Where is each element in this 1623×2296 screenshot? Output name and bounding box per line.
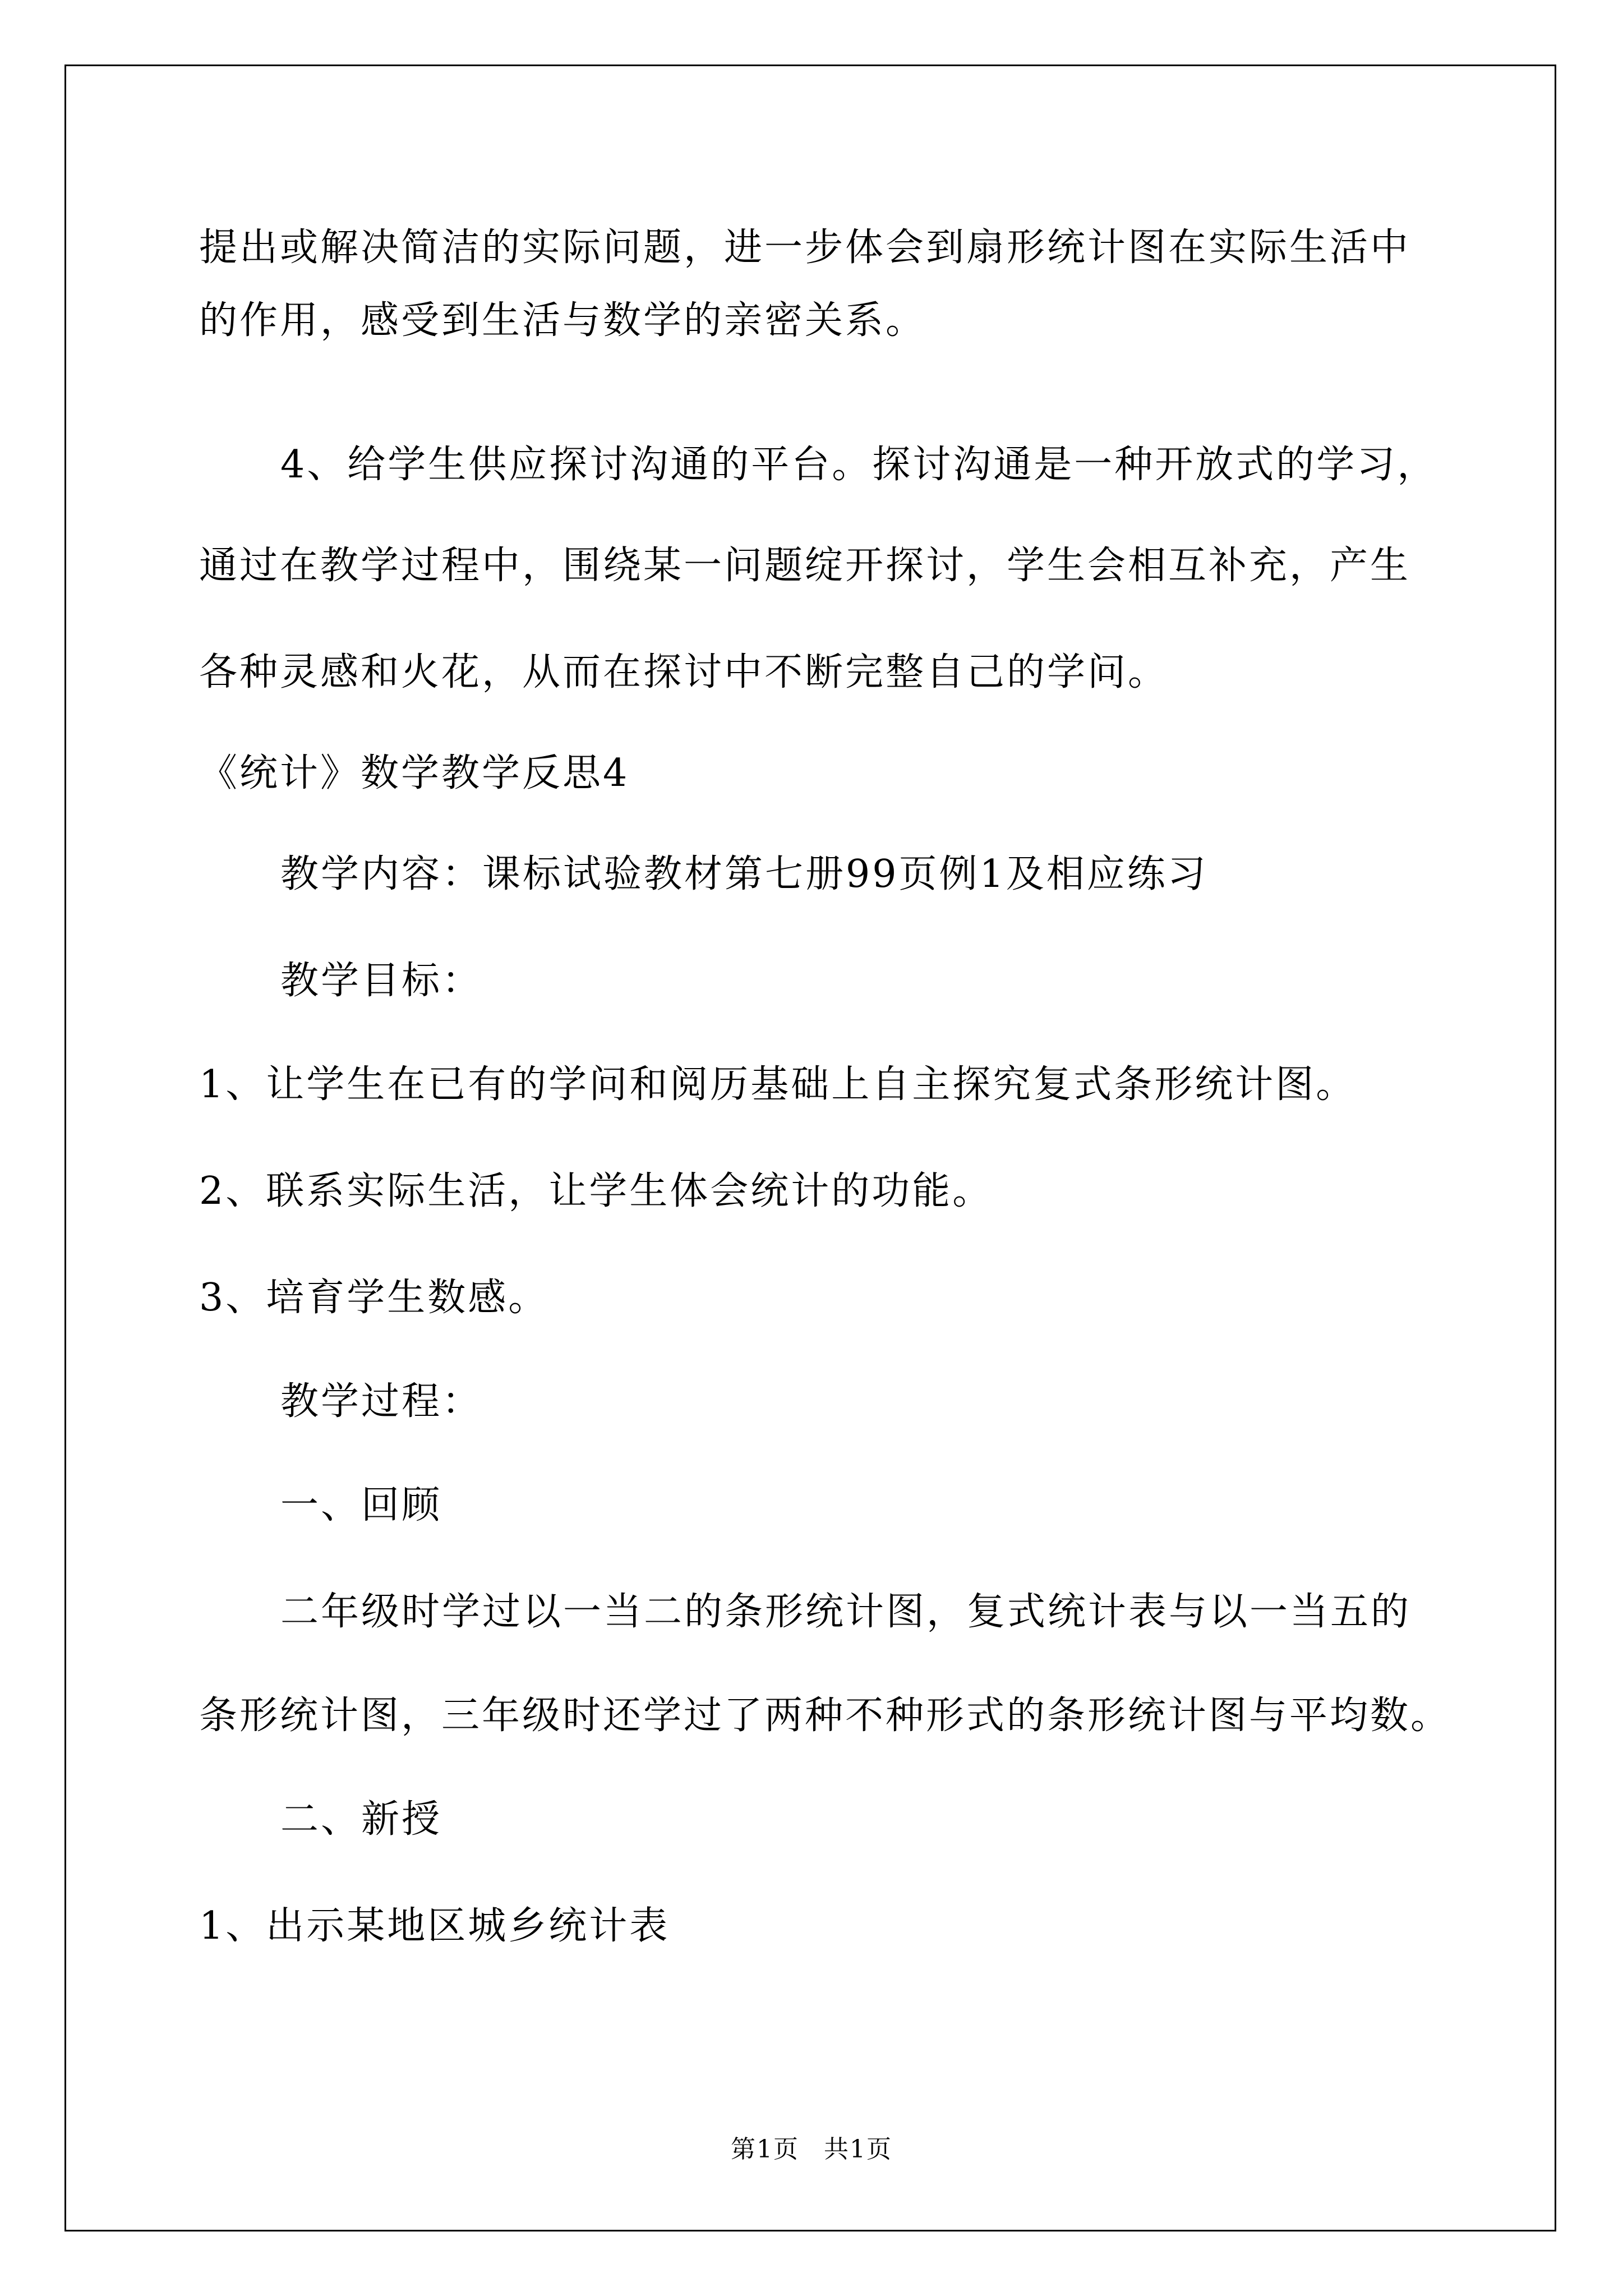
paragraph-line: 各种灵感和火花，从而在探讨中不断完整自己的学问。 [199,650,1169,694]
paragraph-line: 的作用，感受到生活与数学的亲密关系。 [199,298,926,343]
section-heading: 《统计》数学教学反思4 [199,751,630,795]
paragraph-line: 教学内容：课标试验教材第七册99页例1及相应练习 [280,852,1208,896]
paragraph-line: 4、给学生供应探讨沟通的平台。探讨沟通是一种开放式的学习， [280,443,1438,487]
page-total: 共1页 [824,2135,892,2164]
paragraph-line: 教学过程： [280,1379,483,1424]
paragraph-line: 条形统计图，三年级时还学过了两种不种形式的条形统计图与平均数。 [199,1694,1451,1738]
paragraph-line: 一、回顾 [280,1483,442,1527]
paragraph-line: 3、培育学生数感。 [199,1276,549,1320]
paragraph-line: 二、新授 [280,1797,442,1842]
paragraph-line: 1、出示某地区城乡统计表 [199,1904,670,1948]
paragraph-line: 教学目标： [280,959,483,1003]
page-footer [0,2137,1623,2162]
paragraph-line: 通过在教学过程中，围绕某一问题绽开探讨，学生会相互补充，产生 [199,544,1411,588]
paragraph-line: 提出或解决简洁的实际问题，进一步体会到扇形统计图在实际生活中 [199,226,1411,270]
paragraph-line: 二年级时学过以一当二的条形统计图，复式统计表与以一当五的 [280,1590,1412,1634]
paragraph-line: 1、让学生在已有的学问和阅历基础上自主探究复式条形统计图。 [199,1062,1357,1107]
paragraph-line: 2、联系实际生活，让学生体会统计的功能。 [199,1169,993,1213]
page-number: 第1页 [731,2135,799,2164]
